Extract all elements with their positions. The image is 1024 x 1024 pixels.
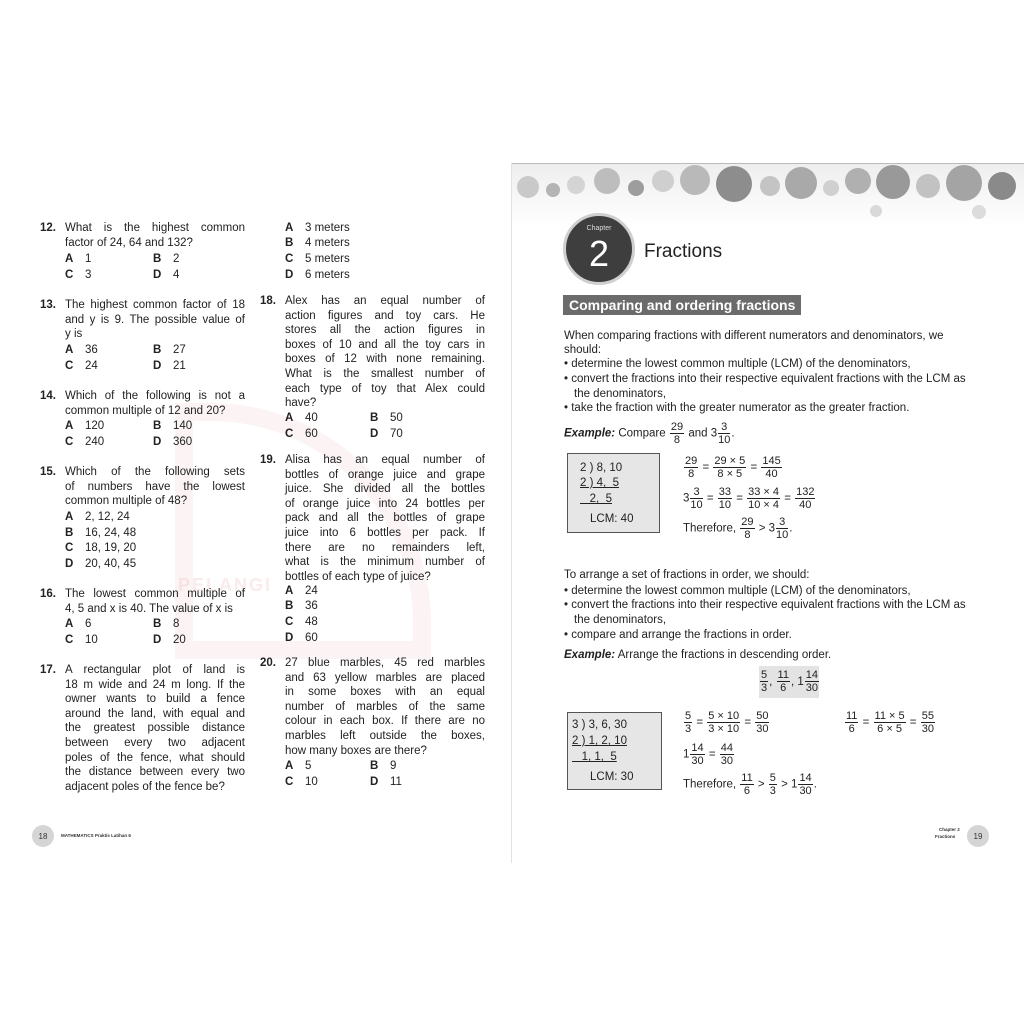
chapter-number: 2 [588, 233, 610, 274]
question-line: each type of toy that Alex could [285, 382, 485, 395]
page-number-badge [32, 825, 54, 847]
answer-option-a: A 2, 12, 24 [65, 511, 130, 523]
ex2-work-1: $\frac{5}{3}$ = $\frac{5 \times 10}{3 \times 10}$ = $\frac{50}{30}$ [685, 710, 769, 735]
answer-option-b: B 50 [370, 412, 403, 424]
answer-option-a: A 3 meters [285, 222, 350, 234]
bullet-2-2: • convert the fractions into their respective equivalent fractions with the LCM as [564, 599, 966, 611]
question-line: in some boxes with an equal [285, 686, 485, 699]
chapter-label: Chapter [586, 225, 612, 232]
answer-option-a: A 36 [65, 344, 98, 356]
ex1-work-1: $\frac{29}{8}$ = $\frac{29 \times 5}{8 \times 5}$ = $\frac{145}{40}$ [685, 455, 781, 480]
question-line: marbles left outside the boxes, [285, 729, 485, 742]
answer-option-c: C 48 [285, 616, 318, 628]
question-line: Which of the following sets [65, 466, 245, 478]
question-text [65, 221, 245, 250]
question-number: 16. [40, 588, 56, 600]
footer-chapter-label: Chapter 2 [939, 827, 960, 832]
question-line: and y is 9. The possible value of [65, 313, 245, 326]
answer-option-b: B 140 [153, 420, 193, 432]
question-line: Alex has an equal number of [285, 295, 485, 307]
page-number-right: 19 [973, 831, 983, 841]
question-line: owner wants to build a fence [65, 693, 245, 706]
answer-option-d: D 20, 40, 45 [65, 558, 137, 570]
question-line: 18 m wide and 24 m long. If the [65, 678, 245, 691]
question-line: Alisa has an equal number of [285, 454, 485, 466]
answer-option-b: B 9 [370, 760, 397, 772]
ladder-1-row-3: 2, 5 [580, 493, 612, 505]
ladder-box-2 [567, 712, 662, 790]
answer-option-c: C 240 [65, 436, 105, 448]
intro-line-2: should: [564, 344, 602, 356]
bullet-1-3: • take the fraction with the greater numerator as the greater fraction. [564, 402, 910, 414]
bullet-2-3: • compare and arrange the fractions in order. [564, 629, 792, 641]
question-line: colour in each box. If there are no [285, 715, 485, 728]
question-line: y is [65, 328, 83, 341]
bullet-1-2-cont: the denominators, [574, 388, 667, 400]
question-number: 18. [260, 295, 276, 307]
example-2-line: Example: Arrange the fractions in descending order. [564, 649, 832, 661]
question-line: The lowest common multiple of [65, 588, 245, 600]
question-line: juice. She divided all the bottles [285, 483, 485, 496]
question-line: bottles of orange juice and grape [285, 468, 485, 481]
ladder-1-row-1: 2 ) 8, 10 [580, 462, 623, 474]
answer-option-b: B 36 [285, 600, 318, 612]
question-line: factor of 24, 64 and 132? [65, 236, 193, 249]
question-line: 4, 5 and x is 40. The value of x is [65, 602, 233, 615]
question-line: boxes of 10 and all the toy cars in [285, 338, 485, 351]
question-line: what is the minimum number of [285, 556, 485, 569]
question-text [285, 453, 485, 584]
answer-option-b: B 2 [153, 253, 180, 265]
ex2-conclusion: Therefore, $\frac{11}{6}$ > $\frac{5}{3}$ > 1 $\frac{14}{30}$ . [683, 772, 817, 797]
ladder-2-row-1: 3 ) 3, 6, 30 [572, 719, 627, 731]
question-line: of orange juice into 24 bottles per [285, 497, 485, 510]
question-text [65, 465, 245, 509]
answer-option-d: D 21 [153, 360, 186, 372]
question-line: between every two adjacent [65, 736, 245, 749]
watermark-text: PELANGI [178, 575, 273, 595]
question-line: A rectangular plot of land is [65, 664, 245, 676]
question-number: 14. [40, 390, 56, 402]
question-text [65, 389, 245, 418]
page-number-badge-right [967, 825, 989, 847]
answer-option-c: C 10 [285, 776, 318, 788]
question-line: common multiple of 12 and 20? [65, 404, 226, 417]
answer-option-c: C 5 meters [285, 253, 350, 265]
ex2-work-3: 1 $\frac{14}{30}$ = $\frac{44}{30}$ [683, 742, 734, 767]
ladder-box-1 [567, 453, 660, 533]
page-number: 18 [38, 831, 48, 841]
question-line: boxes of 12 with none remaining. [285, 353, 485, 366]
question-number: 12. [40, 222, 56, 234]
question-line: bottles of each type of juice? [285, 570, 431, 583]
footer-chapter-title: Fractions [935, 834, 956, 839]
page-gutter [511, 163, 512, 863]
ladder-2-lcm: LCM: 30 [590, 771, 634, 783]
question-line: The highest common factor of 18 [65, 299, 245, 311]
footer-book-title: MATHEMATICS Praktis Latihan 6 [61, 833, 131, 838]
ladder-1-lcm: LCM: 40 [590, 513, 634, 525]
bullet-1-1: • determine the lowest common multiple (LCM) of the denominators, [564, 358, 911, 370]
answer-option-d: D 6 meters [285, 269, 350, 281]
answer-option-a: A 1 [65, 253, 92, 265]
ladder-2-row-3: 1, 1, 5 [572, 751, 617, 763]
question-line: how many boxes are there? [285, 744, 427, 757]
fractions-to-order: $\frac{5}{3}$ , $\frac{11}{6}$ , 1 $\frac{14}{30}$ [759, 666, 819, 698]
answer-option-b: B 16, 24, 48 [65, 527, 137, 539]
question-line: of numbers have the lowest [65, 480, 245, 493]
question-line: action figures and toy cars. He [285, 309, 485, 322]
ladder-2-row-2: 2 ) 1, 2, 10 [572, 735, 627, 747]
answer-option-d: D 60 [285, 632, 318, 644]
question-line: have? [285, 397, 317, 410]
ex1-work-2: 3 $\frac{3}{10}$ = $\frac{33}{10}$ = $\frac{33 \times 4}{10 \times 4}$ = $\frac{132}{40}$ [683, 486, 815, 511]
answer-option-d: D 360 [153, 436, 193, 448]
question-text [285, 656, 485, 758]
answer-option-d: D 70 [370, 428, 403, 440]
question-line: juice into 6 bottles per pack. If [285, 526, 485, 539]
question-line: common multiple of 48? [65, 495, 188, 508]
answer-option-a: A 5 [285, 760, 312, 772]
question-line: the distance between every two [65, 766, 245, 779]
question-line: What is the highest common [65, 222, 245, 234]
question-line: there are no remainders left, [285, 541, 485, 554]
question-line: stores all the action figures in [285, 324, 485, 337]
question-line: and 63 yellow marbles are placed [285, 671, 485, 684]
answer-option-b: B 27 [153, 344, 186, 356]
answer-option-a: A 24 [285, 585, 318, 597]
answer-option-d: D 11 [370, 776, 402, 788]
answer-option-a: A 120 [65, 420, 105, 432]
question-text [65, 663, 245, 794]
ladder-1-row-2: 2 ) 4, 5 [580, 477, 619, 489]
example-1-line: Example: Compare $\frac{29}{8}$ and 3 $\frac{3}{10}$ . [564, 421, 735, 446]
answer-option-b: B 4 meters [285, 237, 350, 249]
answer-option-a: A 6 [65, 618, 92, 630]
answer-option-c: C 60 [285, 428, 318, 440]
question-line: pack and all the bottles of grape [285, 512, 485, 525]
question-number: 17. [40, 664, 56, 676]
section-title: Comparing and ordering fractions [563, 295, 801, 315]
ex2-work-2: $\frac{11}{6}$ = $\frac{11 \times 5}{6 \times 5}$ = $\frac{55}{30}$ [846, 710, 934, 735]
answer-option-d: D 20 [153, 634, 186, 646]
question-line: around the land, with equal and [65, 707, 245, 720]
answer-option-c: C 10 [65, 634, 98, 646]
intro-2: To arrange a set of fractions in order, we should: [564, 569, 810, 581]
answer-option-c: C 3 [65, 269, 92, 281]
question-line: number of marbles of the same [285, 700, 485, 713]
question-number: 19. [260, 454, 276, 466]
intro-line-1: When comparing fractions with different numerators and denominators, we [564, 330, 944, 342]
ex1-conclusion: Therefore, $\frac{29}{8}$ > 3 $\frac{3}{10}$ . [683, 516, 793, 541]
question-text [285, 294, 485, 411]
answer-option-b: B 8 [153, 618, 180, 630]
question-line: 27 blue marbles, 45 red marbles [285, 657, 485, 669]
answer-option-d: D 4 [153, 269, 180, 281]
question-text [65, 587, 245, 616]
answer-option-c: C 24 [65, 360, 98, 372]
question-line: What is the smallest number of [285, 367, 485, 380]
question-number: 13. [40, 299, 56, 311]
question-number: 20. [260, 657, 276, 669]
chapter-badge [563, 213, 635, 285]
question-line: adjacent poles of the fence be? [65, 780, 225, 793]
chapter-title: Fractions [644, 241, 723, 262]
question-number: 15. [40, 466, 56, 478]
bullet-2-2-cont: the denominators, [574, 614, 667, 626]
answer-option-a: A 40 [285, 412, 318, 424]
question-line: Which of the following is not a [65, 390, 245, 402]
bullet-2-1: • determine the lowest common multiple (LCM) of the denominators, [564, 585, 911, 597]
question-text [65, 298, 245, 342]
question-line: poles of the fence, what should [65, 751, 245, 764]
answer-option-c: C 18, 19, 20 [65, 542, 137, 554]
question-line: the greatest possible distance [65, 722, 245, 735]
bullet-1-2: • convert the fractions into their respective equivalent fractions with the LCM as [564, 373, 966, 385]
